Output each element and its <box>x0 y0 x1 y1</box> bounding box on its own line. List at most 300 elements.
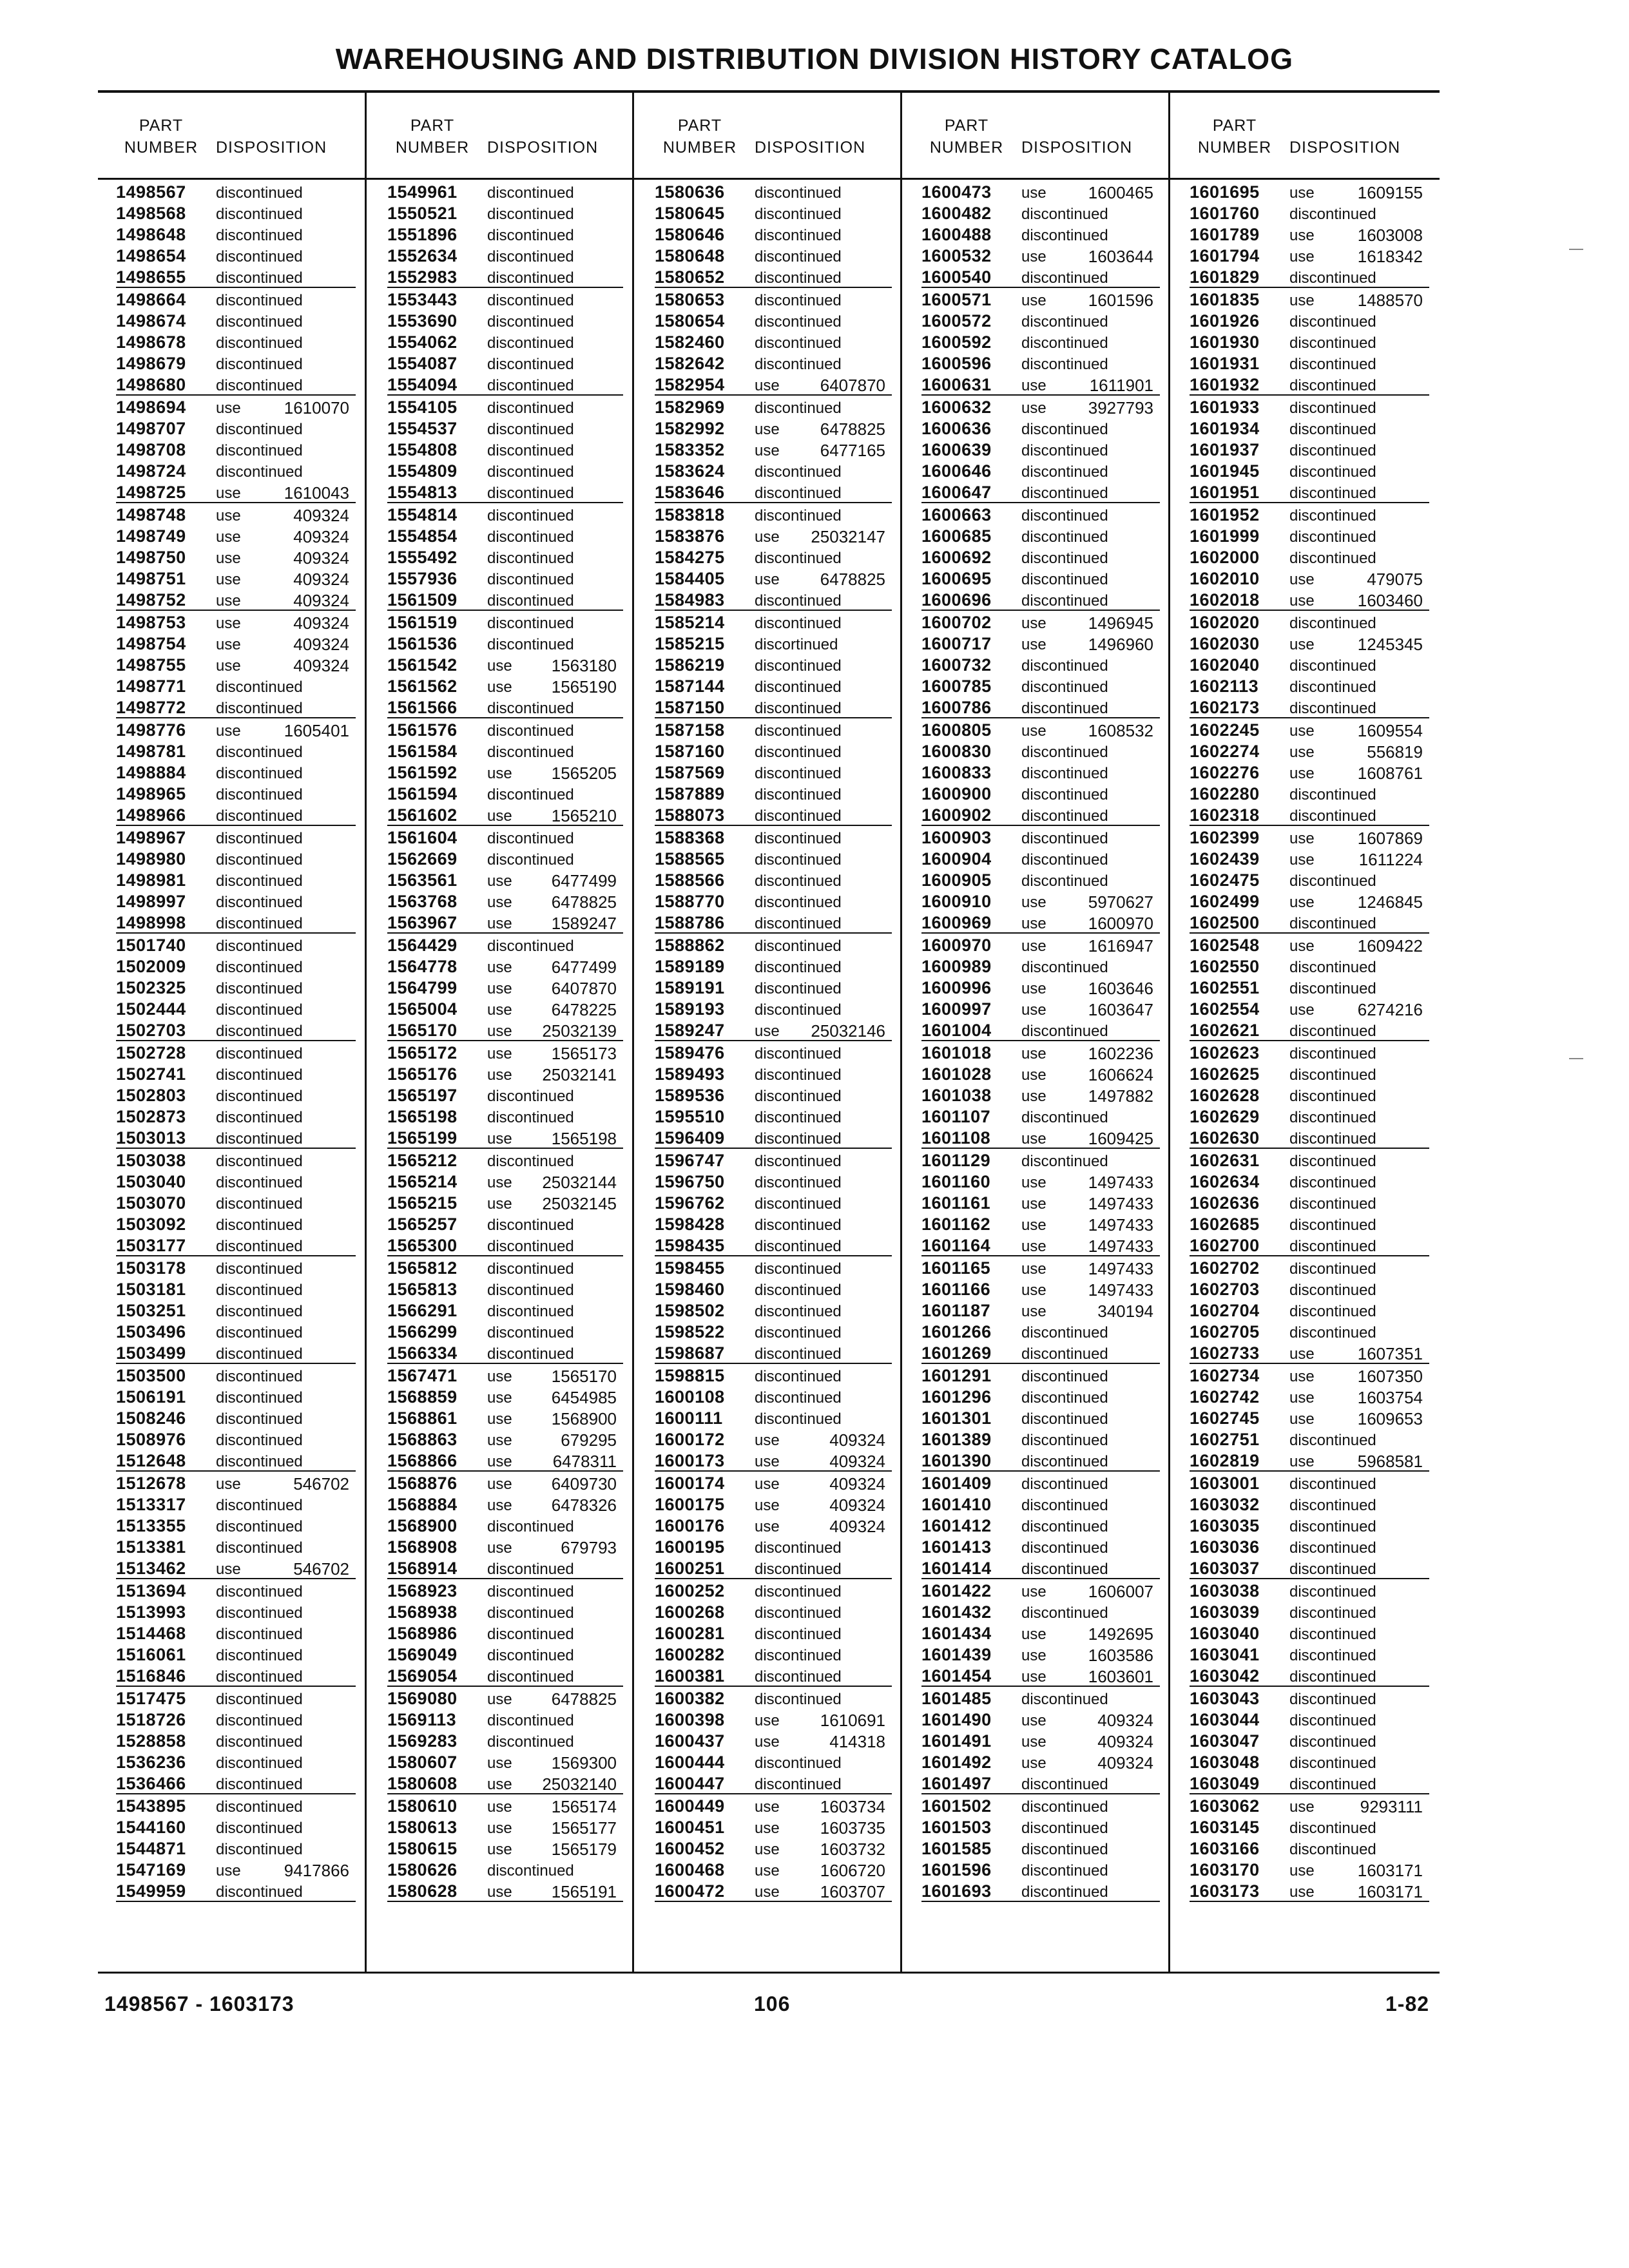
catalog-row <box>655 911 892 934</box>
part-number: 1584983 <box>655 590 725 610</box>
disposition: discontinued <box>487 1561 574 1578</box>
replacement-part-number: 409324 <box>1097 1732 1153 1751</box>
disposition: use <box>1289 1862 1315 1879</box>
disposition: use <box>487 872 512 890</box>
replacement-part-number: 1565190 <box>551 677 617 697</box>
disposition: discontinued <box>755 1345 842 1363</box>
disposition: discontinued <box>216 1066 303 1084</box>
part-number: 1568986 <box>387 1624 458 1643</box>
catalog-row <box>387 1751 623 1772</box>
catalog-row <box>116 1385 356 1407</box>
part-number: 1554537 <box>387 419 458 438</box>
replacement-part-number: 6478825 <box>820 570 885 589</box>
disposition: discontinued <box>1289 1561 1376 1578</box>
part-number: 1598522 <box>655 1322 725 1341</box>
disposition: use <box>216 657 241 675</box>
disposition: use <box>1289 937 1315 955</box>
catalog-row <box>1190 1341 1429 1364</box>
disposition: use <box>1021 1754 1046 1772</box>
disposition: discontinued <box>216 206 303 223</box>
replacement-part-number: 1603707 <box>820 1882 885 1901</box>
part-number: 1601934 <box>1190 419 1260 438</box>
disposition: discontinued <box>1289 1066 1376 1084</box>
part-number: 1600571 <box>921 290 992 309</box>
part-number: 1603032 <box>1190 1495 1260 1514</box>
catalog-row <box>655 1428 892 1449</box>
part-number: 1565300 <box>387 1236 458 1255</box>
part-number: 1601932 <box>1190 375 1260 394</box>
part-number: 1498981 <box>116 870 186 890</box>
disposition: discontinued <box>1289 1045 1376 1062</box>
part-number: 1498781 <box>116 742 186 761</box>
catalog-row <box>116 976 356 997</box>
disposition: use <box>755 1518 780 1535</box>
replacement-part-number: 1565174 <box>551 1797 617 1816</box>
catalog-row <box>1190 955 1429 976</box>
part-number: 1554809 <box>387 461 458 481</box>
part-number: 1561576 <box>387 720 458 740</box>
part-number: 1518726 <box>116 1710 186 1729</box>
part-number: 1568923 <box>387 1581 458 1600</box>
catalog-row <box>1190 911 1429 934</box>
part-number-header: PART NUMBER <box>124 117 198 157</box>
disposition: discontinued <box>1021 1453 1108 1470</box>
part-number: 1602625 <box>1190 1064 1260 1084</box>
catalog-row <box>116 955 356 976</box>
part-number: 1517475 <box>116 1689 186 1708</box>
disposition: use <box>487 1798 512 1816</box>
part-number: 1502009 <box>116 957 186 976</box>
catalog-row <box>387 546 623 567</box>
disposition: use <box>487 1691 512 1708</box>
disposition: use <box>216 636 241 653</box>
part-number: 1602751 <box>1190 1430 1260 1449</box>
replacement-part-number: 1602236 <box>1088 1044 1153 1063</box>
catalog-row <box>921 934 1160 955</box>
part-number: 1554854 <box>387 526 458 546</box>
disposition: discontinued <box>755 1561 842 1578</box>
disposition: discontinued <box>216 248 303 265</box>
catalog-row <box>921 1816 1160 1837</box>
disposition: use <box>755 1798 780 1816</box>
disposition: discontinued <box>487 463 574 481</box>
part-number: 1602439 <box>1190 849 1260 869</box>
catalog-row <box>655 1191 892 1213</box>
part-number: 1512648 <box>116 1451 186 1470</box>
catalog-row <box>655 1105 892 1126</box>
part-number: 1600639 <box>921 440 992 459</box>
catalog-row <box>387 1256 623 1278</box>
disposition: discontinued <box>216 1754 303 1772</box>
part-number: 1498884 <box>116 763 186 782</box>
disposition: discontinued <box>755 1583 842 1600</box>
part-number: 1602629 <box>1190 1107 1260 1126</box>
catalog-row <box>387 1600 623 1622</box>
catalog-row <box>655 611 892 632</box>
catalog-row <box>921 331 1160 352</box>
catalog-row <box>1190 1708 1429 1729</box>
replacement-part-number: 1610043 <box>284 483 349 503</box>
part-number: 1601503 <box>921 1818 992 1837</box>
catalog-row <box>921 696 1160 718</box>
part-number: 1502873 <box>116 1107 186 1126</box>
disposition: discontinued <box>1289 1174 1376 1191</box>
part-number: 1600111 <box>655 1408 723 1428</box>
catalog-row <box>921 1170 1160 1191</box>
catalog-row <box>1190 1041 1429 1062</box>
disposition: discontinued <box>216 980 303 997</box>
catalog-row <box>387 503 623 524</box>
disposition: discontinued <box>487 1324 574 1341</box>
replacement-part-number: 1565210 <box>551 806 617 825</box>
part-number: 1562669 <box>387 849 458 869</box>
part-number: 1602621 <box>1190 1021 1260 1040</box>
part-number: 1603062 <box>1190 1796 1260 1816</box>
catalog-row <box>1190 524 1429 546</box>
part-number: 1498568 <box>116 204 186 223</box>
disposition: use <box>216 1475 241 1493</box>
disposition: discontinued <box>755 248 842 265</box>
disposition: discontinued <box>216 1647 303 1664</box>
catalog-row <box>387 847 623 869</box>
part-number: 1603038 <box>1190 1581 1260 1600</box>
part-number: 1561566 <box>387 698 458 717</box>
disposition: use <box>755 421 780 438</box>
disposition: discontinued <box>487 269 574 287</box>
catalog-row <box>921 1105 1160 1126</box>
disposition: discontinued <box>1289 1604 1376 1622</box>
catalog-row <box>116 611 356 632</box>
catalog-row <box>921 1622 1160 1643</box>
part-number: 1516061 <box>116 1645 186 1664</box>
part-number: 1600172 <box>655 1430 725 1449</box>
catalog-row <box>387 588 623 611</box>
part-number: 1565170 <box>387 1021 458 1040</box>
disposition: discontinued <box>487 1303 574 1320</box>
catalog-row <box>655 696 892 718</box>
disposition: discontinued <box>487 722 574 740</box>
catalog-row <box>1190 1299 1429 1320</box>
catalog-row <box>387 1472 623 1493</box>
catalog-row <box>116 1041 356 1062</box>
disposition: discontinued <box>487 227 574 244</box>
part-number: 1503251 <box>116 1301 186 1320</box>
part-number: 1603043 <box>1190 1689 1260 1708</box>
part-number: 1565215 <box>387 1193 458 1213</box>
disposition: use <box>487 765 512 782</box>
disposition: discontinued <box>1289 1841 1376 1858</box>
part-number: 1601028 <box>921 1064 992 1084</box>
disposition: discontinued <box>755 507 842 524</box>
catalog-row <box>387 1449 623 1472</box>
margin-mark <box>1569 249 1583 250</box>
catalog-row <box>116 1858 356 1879</box>
part-number: 1602030 <box>1190 634 1260 653</box>
disposition: discontinued <box>216 1195 303 1213</box>
catalog-row <box>921 1687 1160 1708</box>
part-number: 1601585 <box>921 1839 992 1858</box>
disposition: discontinued <box>1289 807 1376 825</box>
disposition: discontinued <box>1289 528 1376 546</box>
disposition-header: DISPOSITION <box>1289 139 1401 157</box>
catalog-row <box>921 782 1160 803</box>
part-number: 1498966 <box>116 805 186 825</box>
catalog-row <box>116 1126 356 1149</box>
catalog-row <box>387 782 623 803</box>
part-number: 1602500 <box>1190 913 1260 932</box>
catalog-row <box>387 481 623 503</box>
disposition: discontinued <box>487 1668 574 1686</box>
part-number: 1602000 <box>1190 548 1260 567</box>
catalog-row <box>387 1062 623 1084</box>
disposition: discontinued <box>755 657 842 675</box>
catalog-row <box>1190 1256 1429 1278</box>
part-number: 1503496 <box>116 1322 186 1341</box>
replacement-part-number: 6478225 <box>551 1000 617 1019</box>
catalog-row <box>1190 202 1429 223</box>
part-number: 1589536 <box>655 1086 725 1105</box>
disposition: discontinued <box>216 1883 303 1901</box>
catalog-row <box>387 976 623 997</box>
replacement-part-number: 1610070 <box>284 398 349 418</box>
replacement-part-number: 5970627 <box>1088 892 1153 912</box>
part-number: 1554087 <box>387 354 458 373</box>
part-number: 1601485 <box>921 1689 992 1708</box>
catalog-row <box>1190 1364 1429 1385</box>
part-number: 1602550 <box>1190 957 1260 976</box>
disposition: use <box>755 528 780 546</box>
part-number: 1554094 <box>387 375 458 394</box>
part-number: 1582460 <box>655 332 725 352</box>
replacement-part-number: 409324 <box>829 1517 885 1536</box>
part-number: 1498772 <box>116 698 186 717</box>
disposition: discontinued <box>487 184 574 202</box>
disposition: discontinued <box>1289 1088 1376 1105</box>
catalog-row <box>1190 331 1429 352</box>
disposition: use <box>1289 722 1315 740</box>
disposition: discontinued <box>755 786 842 803</box>
top-rule <box>98 90 1440 93</box>
part-number: 1561584 <box>387 742 458 761</box>
catalog-row <box>655 1278 892 1299</box>
disposition: discontinued <box>1021 1798 1108 1816</box>
part-number: 1602634 <box>1190 1172 1260 1191</box>
catalog-row <box>1190 396 1429 417</box>
catalog-column <box>921 180 1160 1902</box>
part-number: 1569283 <box>387 1731 458 1751</box>
catalog-row <box>1190 934 1429 955</box>
catalog-row <box>387 1105 623 1126</box>
catalog-row <box>116 1643 356 1664</box>
part-number: 1498753 <box>116 613 186 632</box>
disposition: use <box>755 1475 780 1493</box>
part-number: 1563561 <box>387 870 458 890</box>
disposition-header: DISPOSITION <box>216 139 327 157</box>
catalog-row <box>921 1493 1160 1514</box>
catalog-row <box>116 202 356 223</box>
disposition: discontinued <box>755 1282 842 1299</box>
catalog-row <box>655 1084 892 1105</box>
part-number: 1600717 <box>921 634 992 653</box>
catalog-row <box>1190 718 1429 740</box>
disposition: discontinued <box>216 1668 303 1686</box>
catalog-row <box>921 1234 1160 1256</box>
disposition-header: DISPOSITION <box>1021 139 1133 157</box>
part-number: 1595510 <box>655 1107 725 1126</box>
replacement-part-number: 1608532 <box>1088 721 1153 740</box>
catalog-row <box>116 1837 356 1858</box>
catalog-row <box>921 1794 1160 1816</box>
disposition: use <box>1021 1001 1046 1019</box>
disposition: discontinued <box>755 872 842 890</box>
catalog-row <box>655 1299 892 1320</box>
part-number-header: PART NUMBER <box>929 117 1004 157</box>
part-number: 1588862 <box>655 936 725 955</box>
part-number: 1498694 <box>116 398 186 417</box>
disposition: discontinued <box>487 786 574 803</box>
catalog-row <box>387 1149 623 1170</box>
catalog-row <box>387 1126 623 1149</box>
disposition: discontinued <box>1289 313 1376 331</box>
catalog-row <box>116 1535 356 1557</box>
part-number: 1568861 <box>387 1408 458 1428</box>
catalog-row <box>387 1622 623 1643</box>
part-number: 1588073 <box>655 805 725 825</box>
disposition: use <box>1021 894 1046 911</box>
disposition: use <box>1021 1195 1046 1213</box>
disposition: use <box>755 377 780 394</box>
catalog-row <box>1190 1687 1429 1708</box>
catalog-row <box>387 1816 623 1837</box>
catalog-row <box>116 1729 356 1751</box>
part-number: 1596409 <box>655 1128 725 1148</box>
disposition: use <box>216 592 241 610</box>
disposition: discontinued <box>755 678 842 696</box>
catalog-row <box>387 1234 623 1256</box>
part-number: 1603145 <box>1190 1818 1260 1837</box>
disposition: discontinued <box>216 1153 303 1170</box>
disposition: use <box>1289 830 1315 847</box>
catalog-row <box>655 1149 892 1170</box>
replacement-part-number: 1603732 <box>820 1840 885 1859</box>
catalog-row <box>921 288 1160 309</box>
disposition: discontinued <box>755 1216 842 1234</box>
catalog-row <box>921 1600 1160 1622</box>
part-number: 1600482 <box>921 204 992 223</box>
disposition: discontinued <box>1289 1754 1376 1772</box>
part-number: 1554813 <box>387 483 458 502</box>
catalog-row <box>116 1664 356 1687</box>
disposition: discontinued <box>216 744 303 761</box>
disposition: use <box>1289 1453 1315 1470</box>
catalog-row <box>921 417 1160 438</box>
catalog-row <box>921 524 1160 546</box>
part-number: 1513993 <box>116 1602 186 1622</box>
part-number: 1600969 <box>921 913 992 932</box>
replacement-part-number: 1609425 <box>1088 1129 1153 1148</box>
disposition: use <box>755 1862 780 1879</box>
disposition: use <box>1021 1712 1046 1729</box>
disposition: discontinued <box>487 1604 574 1622</box>
disposition: discontinued <box>1021 851 1108 869</box>
catalog-row <box>387 1213 623 1234</box>
part-number: 1600695 <box>921 569 992 588</box>
catalog-row <box>655 288 892 309</box>
part-number: 1602742 <box>1190 1387 1260 1407</box>
catalog-row <box>1190 1794 1429 1816</box>
disposition: discontinued <box>216 1432 303 1449</box>
catalog-row <box>1190 503 1429 524</box>
disposition: discontinued <box>1021 206 1108 223</box>
part-number: 1601004 <box>921 1021 992 1040</box>
disposition: discontinued <box>1021 765 1108 782</box>
catalog-row <box>1190 180 1429 202</box>
disposition: use <box>487 1475 512 1493</box>
disposition: discontinued <box>1021 550 1108 567</box>
part-number: 1600444 <box>655 1753 725 1772</box>
part-number: 1544871 <box>116 1839 186 1858</box>
part-number: 1503092 <box>116 1215 186 1234</box>
part-number: 1601389 <box>921 1430 992 1449</box>
disposition: discontinued <box>1021 1497 1108 1514</box>
part-number: 1602173 <box>1190 698 1260 717</box>
replacement-part-number: 1603754 <box>1357 1388 1423 1407</box>
disposition: use <box>1289 1001 1315 1019</box>
disposition: discontinued <box>755 1303 842 1320</box>
disposition: discontinued <box>487 292 574 309</box>
part-number: 1498707 <box>116 419 186 438</box>
part-number: 1600252 <box>655 1581 725 1600</box>
disposition: discontinued <box>216 184 303 202</box>
disposition: use <box>1021 1260 1046 1278</box>
disposition: discontinued <box>1021 485 1108 502</box>
disposition: discontinued <box>755 1045 842 1062</box>
catalog-row <box>921 1708 1160 1729</box>
replacement-part-number: 1607869 <box>1357 829 1423 848</box>
disposition: discontinued <box>216 937 303 955</box>
part-number: 1600473 <box>921 182 992 202</box>
catalog-row <box>655 309 892 331</box>
part-number: 1498967 <box>116 828 186 847</box>
disposition: discontinued <box>755 1368 842 1385</box>
catalog-row <box>655 1234 892 1256</box>
part-number: 1503178 <box>116 1258 186 1278</box>
catalog-row <box>1190 417 1429 438</box>
catalog-row <box>655 1364 892 1385</box>
disposition: use <box>1021 377 1046 394</box>
part-number: 1602245 <box>1190 720 1260 740</box>
disposition: discontinued <box>487 334 574 352</box>
catalog-row <box>655 373 892 396</box>
part-number: 1596762 <box>655 1193 725 1213</box>
replacement-part-number: 1565205 <box>551 764 617 783</box>
replacement-part-number: 6409730 <box>551 1474 617 1494</box>
disposition: discontinued <box>216 1216 303 1234</box>
part-number: 1600108 <box>655 1387 725 1407</box>
catalog-row <box>655 1407 892 1428</box>
catalog-row <box>116 1149 356 1170</box>
part-number: 1601166 <box>921 1280 991 1299</box>
part-number: 1583352 <box>655 440 725 459</box>
replacement-part-number: 25032141 <box>542 1065 617 1084</box>
catalog-row <box>1190 1643 1429 1664</box>
disposition: use <box>216 507 241 524</box>
part-number: 1588368 <box>655 828 725 847</box>
catalog-row <box>921 1557 1160 1579</box>
disposition: use <box>487 894 512 911</box>
replacement-part-number: 679793 <box>561 1538 617 1557</box>
catalog-row <box>655 1622 892 1643</box>
